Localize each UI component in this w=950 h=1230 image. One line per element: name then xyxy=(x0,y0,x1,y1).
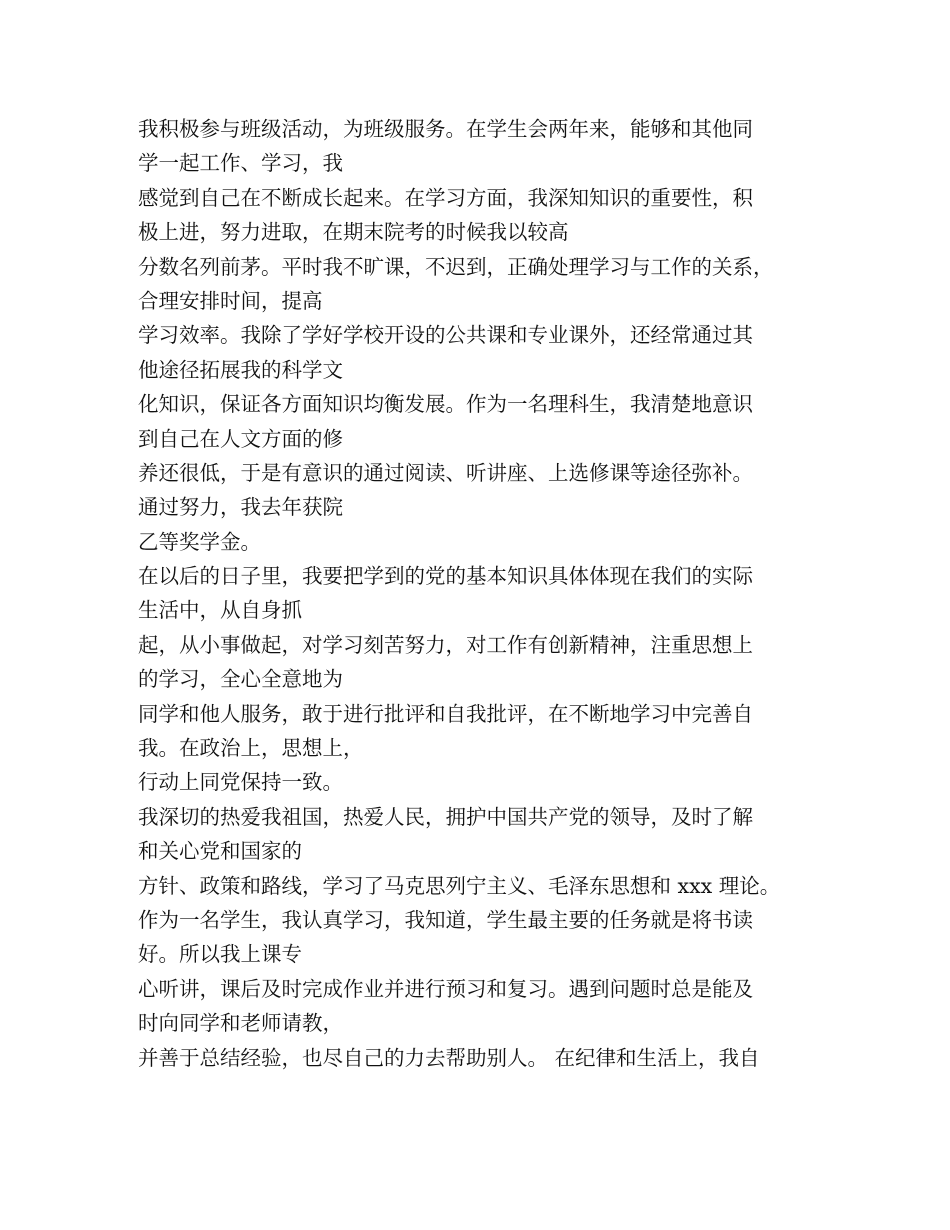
text-line-13: 乙等奖学金。 xyxy=(138,529,261,554)
text-line-9: 化知识，保证各方面知识均衡发展。作为一名理科生，我清楚地意识 xyxy=(138,392,753,417)
text-line-23: 方针、政策和路线，学习了马克思列宁主义、毛泽东思想和 xxx 理论。 xyxy=(138,873,781,898)
text-line-26: 心听讲，课后及时完成作业并进行预习和复习。遇到问题时总是能及 xyxy=(138,976,753,1001)
text-line-8: 他途径拓展我的科学文 xyxy=(138,357,343,382)
text-line-16: 起，从小事做起，对学习刻苦努力，对工作有创新精神，注重思想上 xyxy=(138,632,753,657)
text-line-12: 通过努力，我去年获院 xyxy=(138,495,343,520)
text-line-10: 到自己在人文方面的修 xyxy=(138,426,343,451)
text-line-11: 养还很低，于是有意识的通过阅读、听讲座、上选修课等途径弥补。 xyxy=(138,460,753,485)
text-line-3: 感觉到自己在不断成长起来。在学习方面，我深知知识的重要性，积 xyxy=(138,185,753,210)
document-body xyxy=(138,112,838,1075)
text-line-17: 的学习，全心全意地为 xyxy=(138,667,343,692)
text-line-25: 好。所以我上课专 xyxy=(138,942,302,967)
text-line-19: 我。在政治上，思想上， xyxy=(138,736,364,761)
text-line-15: 生活中，从自身抓 xyxy=(138,598,302,623)
text-line-22: 和关心党和国家的 xyxy=(138,839,302,864)
text-line-7: 学习效率。我除了学好学校开设的公共课和专业课外，还经常通过其 xyxy=(138,323,753,348)
text-line-24: 作为一名学生，我认真学习，我知道，学生最主要的任务就是将书读 xyxy=(138,907,753,932)
text-line-20: 行动上同党保持一致。 xyxy=(138,770,343,795)
text-line-6: 合理安排时间，提高 xyxy=(138,288,323,313)
text-line-27: 时向同学和老师请教， xyxy=(138,1011,343,1036)
text-line-5: 分数名列前茅。平时我不旷课，不迟到，正确处理学习与工作的关系， xyxy=(138,254,774,279)
text-line-18: 同学和他人服务，敢于进行批评和自我批评，在不断地学习中完善自 xyxy=(138,701,753,726)
text-line-4: 极上进，努力进取，在期末院考的时候我以较高 xyxy=(138,220,569,245)
text-line-21: 我深切的热爱我祖国，热爱人民，拥护中国共产党的领导，及时了解 xyxy=(138,804,753,829)
text-line-14: 在以后的日子里，我要把学到的党的基本知识具体体现在我们的实际 xyxy=(138,564,753,589)
text-line-2: 学一起工作、学习，我 xyxy=(138,151,343,176)
text-line-1: 我积极参与班级活动，为班级服务。在学生会两年来，能够和其他同 xyxy=(138,117,753,141)
text-line-28: 并善于总结经验，也尽自己的力去帮助别人。 在纪律和生活上，我自 xyxy=(138,1045,760,1070)
